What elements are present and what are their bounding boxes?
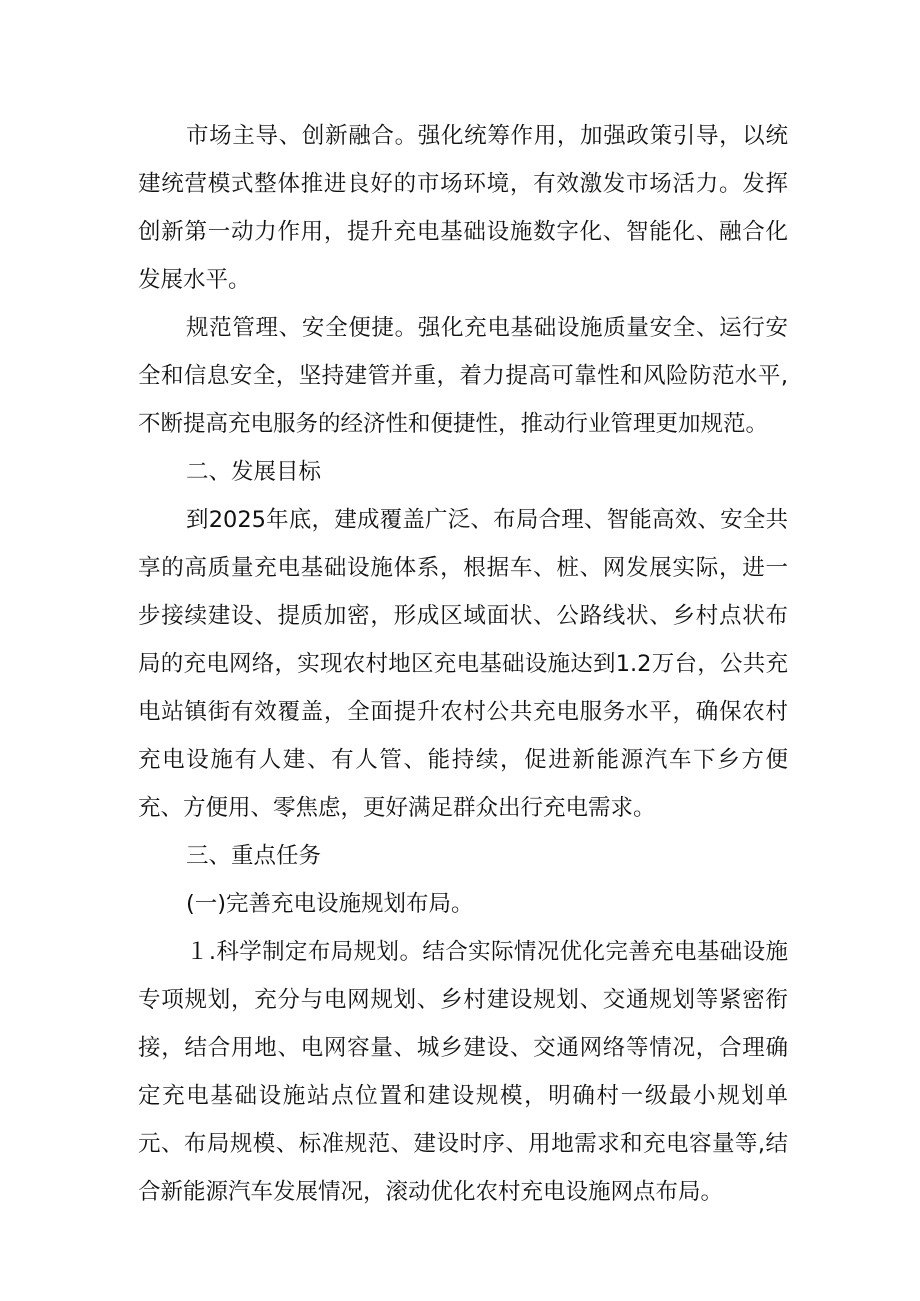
paragraph-principle-management: 规范管理、安全便捷。强化充电基础设施质量安全、运行安全和信息安全，坚持建管并重，着力提高可靠性和风险防范水平,不断提高充电服务的经济性和便捷性，推动行业管理更加规范。 xyxy=(138,315,788,437)
paragraph-goals: 到2025年底，建成覆盖广泛、布局合理、智能高效、安全共享的高质量充电基础设施体系，根据车、桩、网发展实际，进一步接续建设、提质加密，形成区域面状、公路线状、乡村点状布局的充电网络，实现农村地区充电基础设施达到1.2万台，公共充电站镇街有效覆盖，全面提升农村公共充电服务水平，确保农村充电设施有人建、有人管、能持续，促进新能源汽车下乡方便充、方便用、零焦虑，更好满足群众出行充电需求。 xyxy=(138,507,788,821)
paragraph-layout-planning: １.科学制定布局规划。结合实际情况优化完善充电基础设施专项规划，充分与电网规划、乡村建设规划、交通规划等紧密衔接，结合用地、电网容量、城乡建设、交通网络等情况，合理确定充电基础设施站点位置和建设规模，明确村一级最小规划单元、布局规模、标准规范、建设时序、用地需求和充电容量等,结合新能源汽车发展情况，滚动优化农村充电设施网点布局。 xyxy=(138,939,788,1205)
paragraph-principle-market: 市场主导、创新融合。强化统筹作用，加强政策引导，以统建统营模式整体推进良好的市场环境，有效激发市场活力。发挥创新第一动力作用，提升充电基础设施数字化、智能化、融合化发展水平。 xyxy=(138,123,788,293)
section-heading-goals: 二、发展目标 xyxy=(186,459,322,485)
subsection-heading-planning: (一)完善充电设施规划布局。 xyxy=(186,891,474,917)
section-heading-tasks: 三、重点任务 xyxy=(186,843,322,869)
document-body xyxy=(138,112,788,1216)
